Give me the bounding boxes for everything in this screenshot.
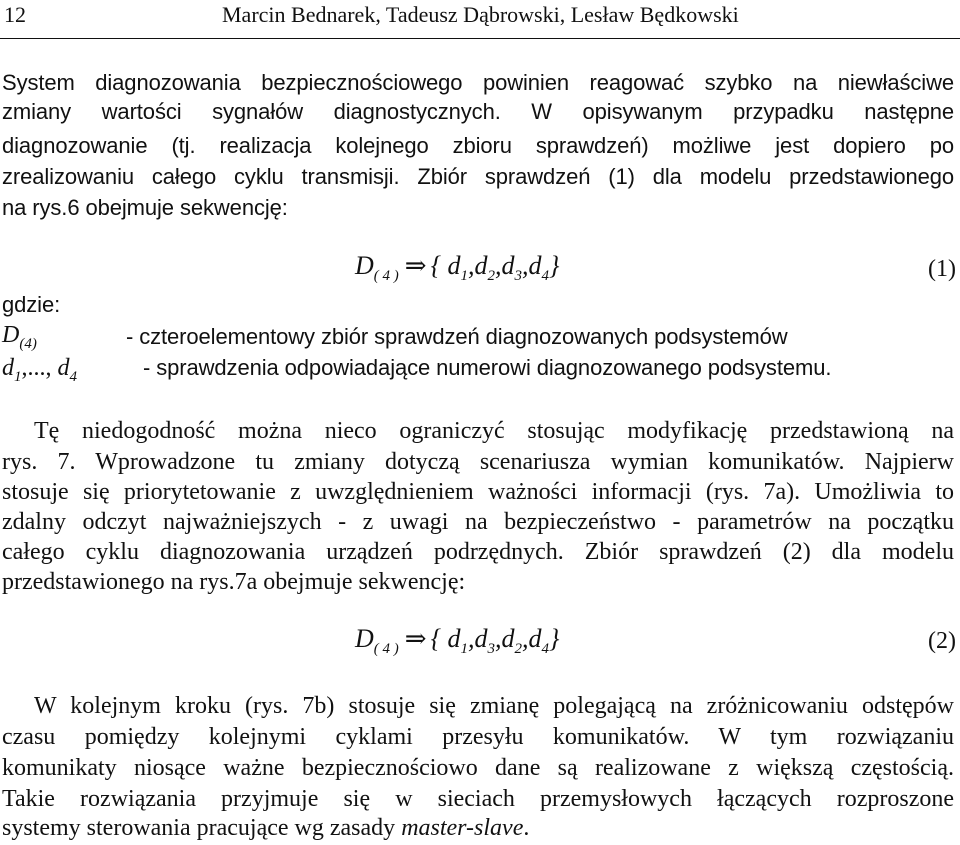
- text-line: na rys.6 obejmuje sekwencję:: [2, 195, 288, 220]
- definition-text: - czteroelementowy zbiór sprawdzeń diagnozowanych podsystemów: [126, 324, 788, 349]
- equation-1: $D_{( 4 )}$ ⇒ { $d_1,d_2,d_3,d_4$}: [355, 251, 560, 284]
- text-line: W kolejnym kroku (rys. 7b) stosuje się zmianę polegającą na zróżnicowaniu odstępów: [34, 693, 954, 719]
- text-line: komunikaty niosące ważne bezpiecznościowo dane są realizowane z większą częstością.: [2, 755, 954, 781]
- implies-arrow: ⇒: [404, 624, 427, 653]
- definition-text: - sprawdzenia odpowiadające numerowi diagnozowanego podsystemu.: [143, 355, 832, 380]
- text-line: zmiany wartości sygnałów diagnostycznych. W opisywanym przypadku następne: [2, 99, 954, 124]
- page-number: 12: [4, 2, 26, 27]
- text-line: przedstawionego na rys.7a obejmuje sekwencję:: [2, 569, 466, 595]
- emphasis-master-slave: master-slave: [401, 815, 524, 841]
- equation-2: $D_{( 4 )}$ ⇒ { $d_1,d_3,d_2,d_4$}: [355, 624, 560, 657]
- text-line: zrealizowaniu całego cyklu transmisji. Zbiór sprawdzeń (1) dla modelu przedstawionego: [2, 164, 954, 189]
- text-line: Tę niedogodność można nieco ograniczyć stosując modyfikację przedstawioną na: [34, 418, 954, 444]
- text-line: czasu pomiędzy kolejnymi cyklami przesyłu komunikatów. W tym rozwiązaniu: [2, 724, 954, 750]
- text-line: System diagnozowania bezpiecznościowego powinien reagować szybko na niewłaściwe: [2, 70, 954, 95]
- text-line: całego cyklu diagnozowania urządzeń podrzędnych. Zbiór sprawdzeń (2) dla modelu: [2, 539, 954, 565]
- definition-symbol: $d_1$,..., $d_4$: [2, 355, 77, 385]
- header-rule: [0, 38, 960, 39]
- running-header: [0, 0, 960, 40]
- text-line: Takie rozwiązania przyjmuje się w sieciach przemysłowych łączących rozproszone: [2, 786, 954, 812]
- equation-number-1: (1): [928, 256, 956, 282]
- text-line: rys. 7. Wprowadzone tu zmiany dotyczą scenariusza wymian komunikatów. Najpierw: [2, 449, 954, 475]
- equation-number-2: (2): [928, 628, 956, 654]
- implies-arrow: ⇒: [404, 251, 427, 280]
- text-line: systemy sterowania pracujące wg zasady master-slave.: [2, 815, 530, 841]
- definitions-label: gdzie:: [2, 292, 61, 317]
- text-line: zdalny odczyt najważniejszych - z uwagi na bezpieczeństwo - parametrów na początku: [2, 509, 954, 535]
- running-head-authors: Marcin Bednarek, Tadeusz Dąbrowski, Lesław Będkowski: [222, 2, 739, 27]
- definition-symbol: $D_{(4)}$: [2, 322, 37, 352]
- text-line: stosuje się priorytetowanie z uwzględnieniem ważności informacji (rys. 7a). Umożliwia to: [2, 479, 954, 505]
- text-line: diagnozowanie (tj. realizacja kolejnego zbioru sprawdzeń) możliwe jest dopiero po: [2, 133, 954, 158]
